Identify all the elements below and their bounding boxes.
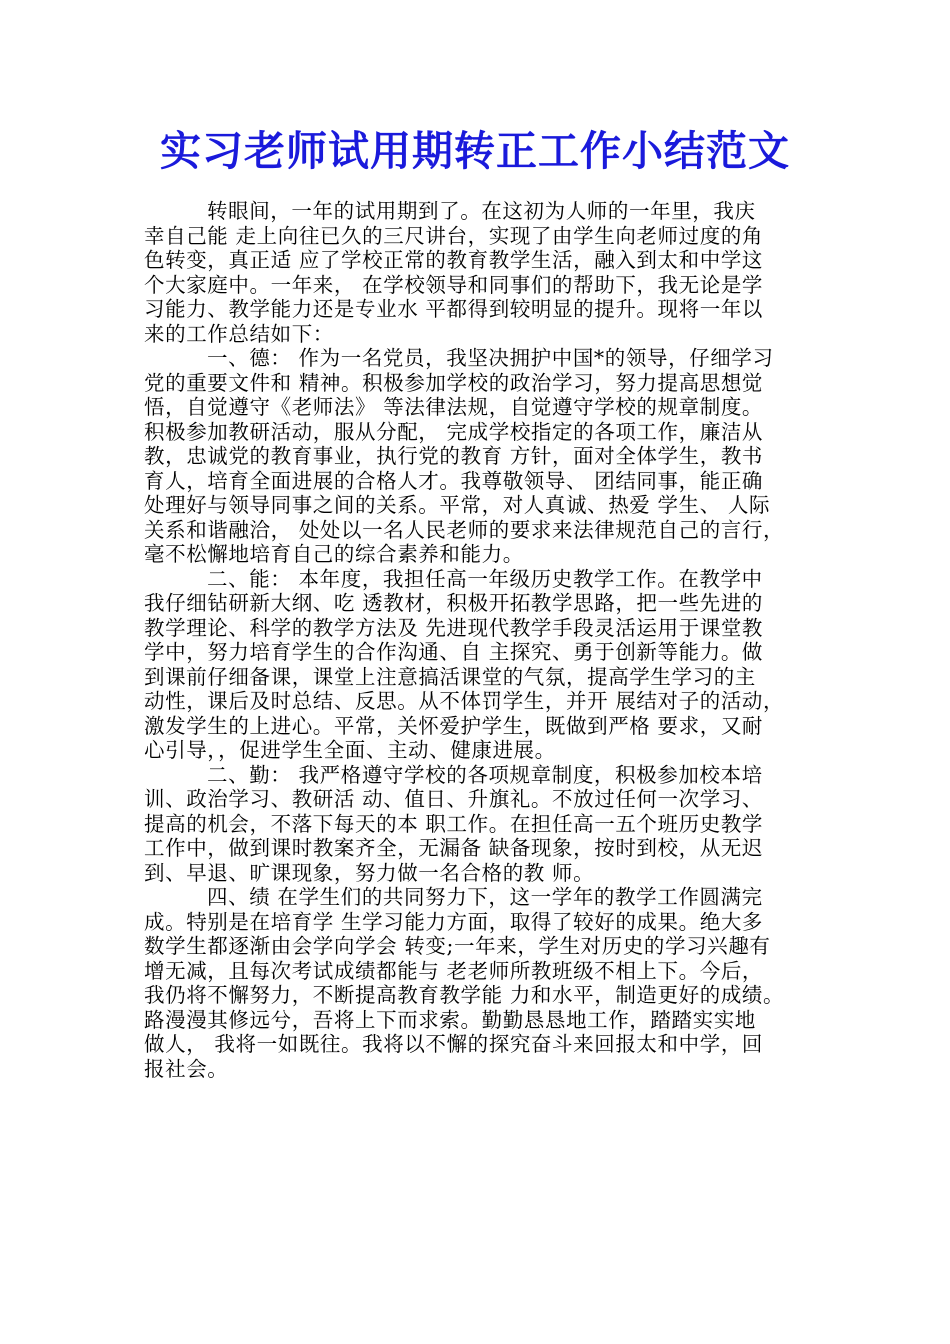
paragraph	[144, 885, 820, 1081]
paragraph-line: 转眼间，一年的试用期到了。在这初为人师的一年里，我庆	[207, 199, 756, 223]
document-title: 实习老师试用期转正工作小结范文	[160, 127, 790, 175]
paragraph-line: 悟，自觉遵守《老师法》 等法律法规，自觉遵守学校的规章制度。	[144, 395, 764, 419]
paragraph	[144, 346, 820, 567]
paragraph-line: 处理好与领导同事之间的关系。平常，对人真诚、热爱 学生、 人际	[144, 493, 771, 517]
paragraph-line: 提高的机会，不落下每天的本 职工作。在担任高一五个班历史教学	[144, 811, 764, 836]
paragraph-line: 我仔细钻研新大纲、吃 透教材，积极开拓教学思路，把一些先进的	[144, 591, 764, 615]
paragraph-line: 关系和谐融洽， 处处以一名人民老师的要求来法律规范自己的言行，	[144, 517, 785, 542]
paragraph-line: 育人，培育全面进展的合格人才。我尊敬领导、 团结同事，能正确	[144, 468, 764, 493]
paragraph-line: 学中，努力培育学生的合作沟通、自 主探究、勇于创新等能力。做	[144, 640, 764, 664]
paragraph-line: 教学理论、科学的教学方法及 先进现代教学手段灵活运用于课堂教	[144, 615, 764, 640]
paragraph-line: 个大家庭中。一年来， 在学校领导和同事们的帮助下，我无论是学	[144, 272, 764, 297]
document-body	[144, 199, 820, 1081]
paragraph-line: 路漫漫其修远兮，吾将上下而求索。勤勤恳恳地工作，踏踏实实地	[144, 1007, 756, 1032]
paragraph-line: 二、能： 本年度，我担任高一年级历史教学工作。在教学中	[207, 566, 763, 591]
paragraph-line: 增无减，且每次考试成绩都能与 老老师所教班级不相上下。今后，	[144, 958, 764, 983]
paragraph-line: 四、绩 在学生们的共同努力下，这一学年的教学工作圆满完	[207, 885, 763, 909]
paragraph	[144, 199, 820, 346]
paragraph-line: 报社会。	[144, 1056, 229, 1081]
paragraph	[144, 567, 820, 763]
paragraph-line: 色转变，真正适 应了学校正常的教育教学生活，融入到太和中学这	[144, 248, 764, 272]
paragraph-line: 成。特别是在培育学 生学习能力方面，取得了较好的成果。绝大多	[144, 909, 764, 934]
paragraph-line: 训、政治学习、教研活 动、值日、升旗礼。不放过任何一次学习、	[144, 787, 764, 811]
paragraph-line: 我仍将不懈努力，不断提高教育教学能 力和水平，制造更好的成绩。	[144, 983, 785, 1007]
paragraph-line: 到课前仔细备课，课堂上注意搞活课堂的气氛，提高学生学习的主	[144, 664, 756, 689]
paragraph-line: 做人， 我将一如既往。我将以不懈的探究奋斗来回报太和中学，回	[144, 1032, 764, 1056]
paragraph-line: 心引导，，促进学生全面、主动、健康进展。	[144, 738, 556, 762]
paragraph-line: 激发学生的上进心。平常，关怀爱护学生，既做到严格 要求，又耐	[144, 713, 764, 738]
paragraph-line: 工作中，做到课时教案齐全，无漏备 缺备现象，按时到校，从无迟	[144, 836, 764, 860]
paragraph-line: 习能力、教学能力还是专业水 平都得到较明显的提升。现将一年以	[144, 297, 764, 321]
paragraph-line: 动性，课后及时总结、反思。从不体罚学生，并开 展结对子的活动，	[144, 689, 785, 713]
paragraph-line: 到、早退、旷课现象，努力做一名合格的教 师。	[144, 860, 595, 885]
paragraph-line: 数学生都逐渐由会学向学会 转变;一年来，学生对历史的学习兴趣有	[144, 934, 771, 958]
paragraph-line: 一、德： 作为一名党员，我坚决拥护中国*的领导，仔细学习	[207, 346, 774, 370]
paragraph-line: 积极参加教研活动，服从分配， 完成学校指定的各项工作，廉洁从	[144, 419, 764, 444]
paragraph-line: 毫不松懈地培育自己的综合素养和能力。	[144, 542, 524, 566]
paragraph-line: 幸自己能 走上向往已久的三尺讲台，实现了由学生向老师过度的角	[144, 223, 764, 248]
paragraph-line: 党的重要文件和 精神。积极参加学校的政治学习，努力提高思想觉	[144, 370, 764, 395]
paragraph-line: 教，忠诚党的教育事业，执行党的教育 方针，面对全体学生，教书	[144, 444, 764, 468]
paragraph	[144, 763, 820, 886]
paragraph-line: 来的工作总结如下：	[144, 321, 334, 346]
paragraph-line: 二、勤： 我严格遵守学校的各项规章制度，积极参加校本培	[207, 762, 763, 787]
